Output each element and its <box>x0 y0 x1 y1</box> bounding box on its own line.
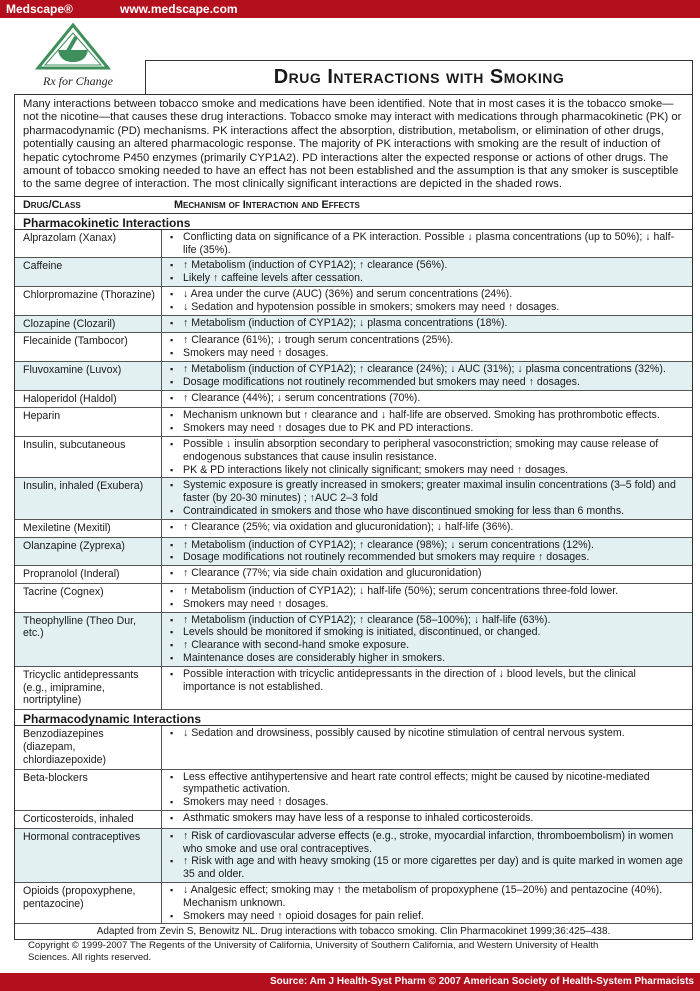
effect-item: ▪ PK & PD interactions likely not clinically significant; smokers may need ↑ dosages. <box>168 464 686 477</box>
effect-item: ▪ Smokers may need ↑ opioid dosages for pain relief. <box>168 910 686 923</box>
drug-name: Clozapine (Clozaril) <box>15 316 162 333</box>
medscape-brand[interactable]: Medscape® <box>6 2 73 16</box>
table-row <box>15 538 692 567</box>
effect-item: ▪ Smokers may need ↑ dosages due to PK and PD interactions. <box>168 422 686 435</box>
footnote: Adapted from Zevin S, Benowitz NL. Drug interactions with tobacco smoking. Clin Pharmacokinet 1999;36:425–438. <box>96 926 611 938</box>
source-bar <box>0 973 700 991</box>
effects-cell <box>162 613 692 666</box>
effect-item: ▪ Smokers may need ↑ dosages. <box>168 598 686 611</box>
effect-item: ▪ Dosage modifications not routinely recommended but smokers may need ↑ dosages. <box>168 376 686 389</box>
effects-cell <box>162 726 692 768</box>
effect-item: ▪ Levels should be monitored if smoking is initiated, discontinued, or changed. <box>168 626 686 639</box>
effects-cell <box>162 230 692 258</box>
drug-name: Hormonal contraceptives <box>15 829 162 882</box>
table-row <box>15 667 692 710</box>
effects-cell <box>162 883 692 923</box>
drug-name: Olanzapine (Zyprexa) <box>15 538 162 566</box>
effect-item: ▪ ↑ Clearance with second-hand smoke exposure. <box>168 639 686 652</box>
table-row <box>15 316 692 334</box>
site-url[interactable]: www.medscape.com <box>120 2 238 16</box>
drug-name: Heparin <box>15 408 162 436</box>
table-row <box>15 437 692 478</box>
table-row <box>15 613 692 667</box>
drug-name: Fluvoxamine (Luvox) <box>15 362 162 390</box>
table-row <box>15 408 692 437</box>
table-row <box>15 811 692 829</box>
drug-name: Flecainide (Tambocor) <box>15 333 162 361</box>
effect-item: ▪ Asthmatic smokers may have less of a response to inhaled corticosteroids. <box>168 812 686 825</box>
drug-name: Benzodiazepines (diazepam, chlordiazepoxide) <box>15 726 162 768</box>
drug-name: Haloperidol (Haldol) <box>15 391 162 408</box>
effect-item: ▪ ↑ Clearance (25%; via oxidation and glucuronidation); ↓ half-life (36%). <box>168 521 686 534</box>
section-heading: Pharmacodynamic Interactions <box>15 710 692 726</box>
table-row <box>15 584 692 613</box>
drug-name: Beta-blockers <box>15 770 162 810</box>
effect-item: ▪ ↑ Metabolism (induction of CYP1A2); ↑ clearance (98%); ↓ serum concentrations (12%). <box>168 539 686 552</box>
effect-item: ▪ ↑ Metabolism (induction of CYP1A2); ↑ clearance (56%). <box>168 259 686 272</box>
effect-item: ▪ Conflicting data on significance of a PK interaction. Possible ↓ plasma concentrations (up to 50%); ↓ half-life (35%). <box>168 231 686 257</box>
effect-item: ▪ ↓ Sedation and hypotension possible in smokers; smokers may need ↑ dosages. <box>168 301 686 314</box>
table-row <box>15 258 692 287</box>
effects-cell <box>162 538 692 566</box>
table-row <box>15 883 692 924</box>
table-row <box>15 520 692 538</box>
drug-name: Caffeine <box>15 258 162 286</box>
effects-cell <box>162 584 692 612</box>
effects-cell <box>162 287 692 315</box>
mortar-pestle-icon <box>18 22 128 74</box>
logo-caption: Rx for Change <box>43 74 113 88</box>
drug-name: Propranolol (Inderal) <box>15 566 162 583</box>
page-title: Drug Interactions with Smoking <box>145 60 693 94</box>
effects-cell <box>162 391 692 408</box>
top-banner <box>0 0 700 18</box>
effects-cell <box>162 667 692 709</box>
table-row <box>15 566 692 584</box>
section-heading: Pharmacokinetic Interactions <box>15 214 692 230</box>
effects-cell <box>162 770 692 810</box>
column-header-drug: Drug/Class <box>23 198 81 211</box>
effect-item: ▪ Systemic exposure is greatly increased in smokers; greater maximal insulin concentrations (3–5 fold) and faster (by 20-30 minutes) ; ↑AUC 2–3 fold <box>168 479 686 505</box>
drug-name: Insulin, inhaled (Exubera) <box>15 478 162 518</box>
table-row <box>15 230 692 259</box>
effect-item: ▪ Possible ↓ insulin absorption secondary to peripheral vasoconstriction; smoking may cause release of endogenous substances that cause insulin resistance. <box>168 438 686 464</box>
column-header-mechanism: Mechanism of Interaction and Effects <box>174 198 360 211</box>
effect-item: ▪ Contraindicated in smokers and those who have discontinued smoking for less than 6 months. <box>168 505 686 518</box>
table-row <box>15 829 692 883</box>
table-row <box>15 333 692 362</box>
drug-name: Chlorpromazine (Thorazine) <box>15 287 162 315</box>
effects-cell <box>162 520 692 537</box>
effect-item: ▪ ↑ Metabolism (induction of CYP1A2); ↓ plasma concentrations (18%). <box>168 317 686 330</box>
effects-cell <box>162 408 692 436</box>
effect-item: ▪ ↑ Metabolism (induction of CYP1A2); ↑ clearance (58–100%); ↓ half-life (63%). <box>168 614 686 627</box>
effect-item: ▪ Less effective antihypertensive and heart rate control effects; might be caused by nicotine-mediated sympathetic activation. <box>168 771 686 797</box>
effects-cell <box>162 362 692 390</box>
effect-item: ▪ ↓ Sedation and drowsiness, possibly caused by nicotine stimulation of central nervous system. <box>168 727 686 740</box>
effect-item: ▪ ↓ Area under the curve (AUC) (36%) and serum concentrations (24%). <box>168 288 686 301</box>
table-row <box>15 287 692 316</box>
table-header <box>15 197 692 214</box>
source-text: Source: Am J Health-Syst Pharm © 2007 American Society of Health-System Pharmacists <box>269 976 694 987</box>
effect-item: ▪ ↑ Clearance (77%; via side chain oxidation and glucuronidation) <box>168 567 686 580</box>
copyright-notice: Copyright © 1999-2007 The Regents of the University of California, University of Southern California, and Western University of Health Sciences. All rights reserved. <box>28 940 599 963</box>
effects-cell <box>162 566 692 583</box>
effect-item: ▪ Possible interaction with tricyclic antidepressants in the direction of ↓ blood levels, but the clinical importance is not established. <box>168 668 686 694</box>
drug-name: Opioids (propoxyphene, pentazocine) <box>15 883 162 923</box>
effects-cell <box>162 829 692 882</box>
effects-cell <box>162 258 692 286</box>
table-row <box>15 478 692 519</box>
effect-item: ▪ Mechanism unknown but ↑ clearance and ↓ half-life are observed. Smoking has prothrombotic effects. <box>168 409 686 422</box>
effect-item: ▪ ↑ Metabolism (induction of CYP1A2); ↓ half-life (50%); serum concentrations three-fold lower. <box>168 585 686 598</box>
intro-paragraph: Many interactions between tobacco smoke and medications have been identified. Note that in most cases it is the tobacco smoke—not the nicotine—that causes these drug interactions. Tobacco smoke may interact with medications through pharmacokinetic (PK) or pharmacodynamic (PD) mechanisms. PK interactions affect the absorption, distribution, metabolism, or elimination of other drugs, potentially causing an altered pharmacologic response. The majority of PK interactions with smoking are the result of induction of hepatic cytochrome P450 enzymes (primarily CYP1A2). PD interactions alter the expected response or actions of other drugs. The amount of tobacco smoking needed to have an effect has not been established and the assumption is that any smoker is susceptible to the same degree of interaction. The most clinically significant interactions are depicted in the shaded rows. <box>15 95 692 197</box>
table-row <box>15 726 692 769</box>
drug-name: Alprazolam (Xanax) <box>15 230 162 258</box>
effect-item: ▪ Likely ↑ caffeine levels after cessation. <box>168 272 686 285</box>
effect-item: ▪ Maintenance doses are considerably higher in smokers. <box>168 652 686 665</box>
effect-item: ▪ Smokers may need ↑ dosages. <box>168 347 686 360</box>
interaction-table <box>14 94 693 940</box>
effect-item: ▪ ↓ Analgesic effect; smoking may ↑ the metabolism of propoxyphene (15–20%) and pentazocine (40%). Mechanism unknown. <box>168 884 686 910</box>
effect-item: ▪ ↑ Risk of cardiovascular adverse effects (e.g., stroke, myocardial infarction, thromboembolism) in women who smoke and use oral contraceptives. <box>168 830 686 856</box>
table-body <box>15 214 692 924</box>
rx-for-change-logo <box>18 22 128 92</box>
effect-item: ▪ Dosage modifications not routinely recommended but smokers may require ↑ dosages. <box>168 551 686 564</box>
drug-name: Tacrine (Cognex) <box>15 584 162 612</box>
effects-cell <box>162 437 692 477</box>
effects-cell <box>162 811 692 828</box>
drug-name: Corticosteroids, inhaled <box>15 811 162 828</box>
effect-item: ▪ ↑ Risk with age and with heavy smoking (15 or more cigarettes per day) and is quite marked in women age 35 and older. <box>168 855 686 881</box>
table-row <box>15 391 692 409</box>
effect-item: ▪ ↑ Metabolism (induction of CYP1A2); ↑ clearance (24%); ↓ AUC (31%); ↓ plasma concentrations (32%). <box>168 363 686 376</box>
effects-cell <box>162 316 692 333</box>
drug-name: Theophylline (Theo Dur, etc.) <box>15 613 162 666</box>
effect-item: ▪ ↑ Clearance (44%); ↓ serum concentrations (70%). <box>168 392 686 405</box>
effects-cell <box>162 478 692 518</box>
effect-item: ▪ ↑ Clearance (61%); ↓ trough serum concentrations (25%). <box>168 334 686 347</box>
drug-name: Mexiletine (Mexitil) <box>15 520 162 537</box>
table-row <box>15 770 692 811</box>
effects-cell <box>162 333 692 361</box>
table-row <box>15 362 692 391</box>
effect-item: ▪ Smokers may need ↑ dosages. <box>168 796 686 809</box>
drug-name: Insulin, subcutaneous <box>15 437 162 477</box>
drug-name: Tricyclic antidepressants (e.g., imipramine, nortriptyline) <box>15 667 162 709</box>
